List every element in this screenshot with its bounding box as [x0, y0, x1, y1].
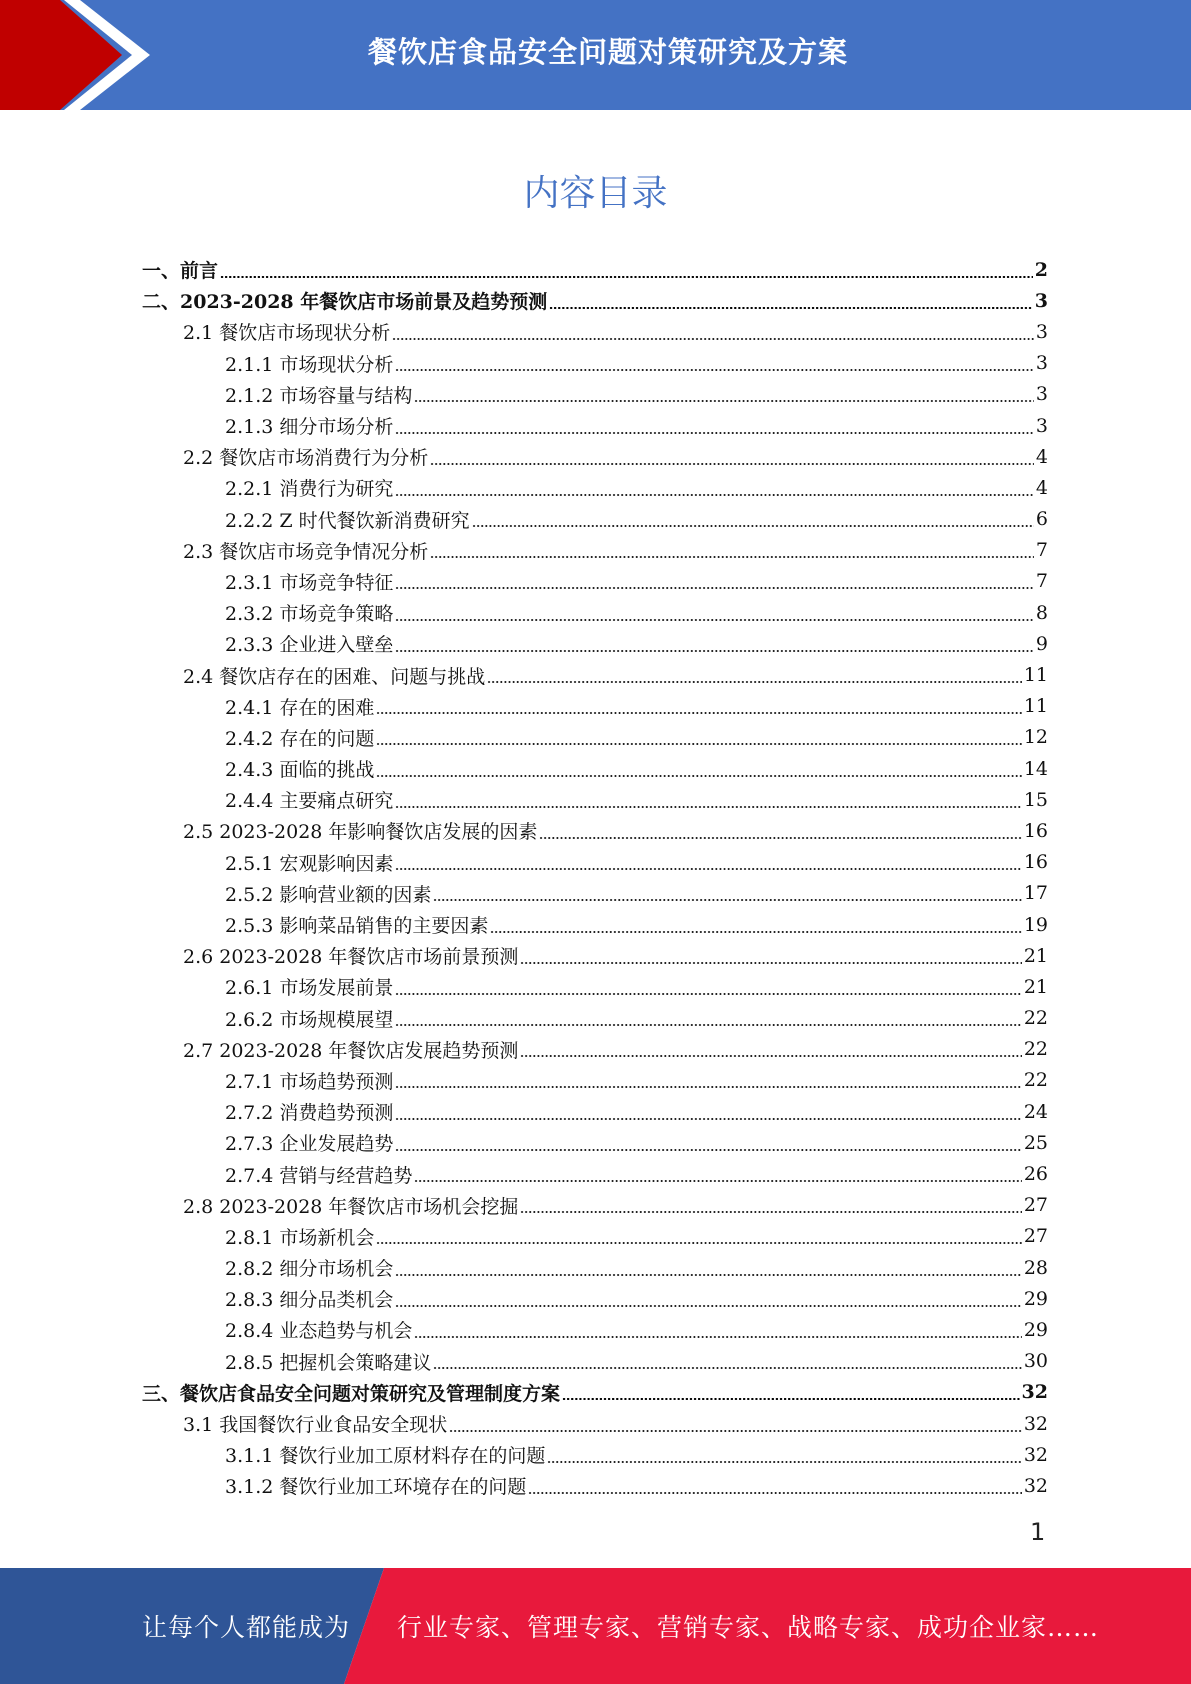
- toc-dot-leader: [539, 837, 1021, 839]
- toc-entry[interactable]: [142, 379, 1048, 410]
- toc-entry-page: 22: [1023, 1038, 1048, 1061]
- toc-entry[interactable]: [142, 1470, 1048, 1501]
- toc-entry-page: 15: [1023, 788, 1048, 811]
- toc-dot-leader: [395, 587, 1034, 589]
- toc-entry-page: 21: [1023, 975, 1048, 998]
- toc-entry-page: 17: [1023, 882, 1048, 905]
- toc-entry[interactable]: [142, 753, 1048, 784]
- toc-entry-page: 26: [1023, 1163, 1048, 1186]
- toc-heading: 内容目录: [523, 173, 668, 214]
- toc-entry-label: 2.7 2023-2028 年餐饮店发展趋势预测: [183, 1039, 519, 1062]
- toc-dot-leader: [395, 1024, 1021, 1026]
- toc-entry-page: 27: [1023, 1225, 1048, 1248]
- toc-dot-leader: [520, 962, 1021, 964]
- toc-entry-page: 22: [1023, 1069, 1048, 1092]
- toc-dot-leader: [376, 775, 1021, 777]
- toc-dot-leader: [220, 276, 1033, 278]
- toc-entry-page: 8: [1035, 601, 1048, 624]
- toc-dot-leader: [472, 525, 1034, 527]
- toc-entry[interactable]: [142, 316, 1048, 347]
- toc-entry-page: 29: [1023, 1318, 1048, 1341]
- toc-dot-leader: [395, 1305, 1021, 1307]
- toc-entry[interactable]: [142, 1221, 1048, 1252]
- toc-dot-leader: [392, 338, 1034, 340]
- toc-entry-label: 2.8.1 市场新机会: [225, 1226, 375, 1249]
- toc-dot-leader: [520, 1211, 1021, 1213]
- toc-dot-leader: [395, 494, 1034, 496]
- toc-entry[interactable]: [142, 1127, 1048, 1158]
- toc-entry-label: 2.3.2 市场竞争策略: [225, 603, 394, 626]
- toc-dot-leader: [562, 1398, 1020, 1400]
- toc-dot-leader: [547, 1461, 1021, 1463]
- toc-entry-page: 7: [1035, 570, 1048, 593]
- toc-entry-label: 2.6.1 市场发展前景: [225, 977, 394, 1000]
- toc-entry[interactable]: [142, 847, 1048, 878]
- toc-dot-leader: [490, 931, 1021, 933]
- toc-entry[interactable]: [142, 597, 1048, 628]
- toc-entry-label: 2.3.3 企业进入壁垒: [225, 634, 394, 657]
- footer-slogan-right: 行业专家、管理专家、营销专家、战略专家、成功企业家……: [397, 1613, 1100, 1642]
- toc-entry-page: 3: [1034, 289, 1048, 312]
- toc-dot-leader: [395, 1086, 1021, 1088]
- toc-dot-leader: [376, 712, 1021, 714]
- toc-entry-page: 28: [1023, 1256, 1048, 1279]
- toc-entry-page: 2: [1034, 258, 1048, 281]
- toc-entry-page: 3: [1035, 352, 1048, 375]
- toc-entry-page: 7: [1035, 539, 1048, 562]
- toc-entry[interactable]: [142, 1346, 1048, 1377]
- toc-dot-leader: [433, 899, 1021, 901]
- toc-entry-label: 2.5.1 宏观影响因素: [225, 852, 394, 875]
- toc-entry-page: 24: [1023, 1100, 1048, 1123]
- toc-entry[interactable]: [142, 1003, 1048, 1034]
- toc-entry-label: 2.5.3 影响菜品销售的主要因素: [225, 915, 489, 938]
- toc-entry-label: 2.5 2023-2028 年影响餐饮店发展的因素: [183, 821, 538, 844]
- toc-entry[interactable]: [142, 410, 1048, 441]
- toc-entry-page: 21: [1023, 944, 1048, 967]
- toc-entry-page: 3: [1035, 414, 1048, 437]
- toc-entry-label: 2.1.1 市场现状分析: [225, 353, 394, 376]
- footer-band: [0, 1568, 1191, 1684]
- toc-entry-page: 25: [1023, 1131, 1048, 1154]
- toc-entry-label: 2.2.2 Z 时代餐饮新消费研究: [225, 509, 470, 532]
- toc-entry[interactable]: [142, 1439, 1048, 1470]
- toc-entry-label: 2.4.1 存在的困难: [225, 696, 375, 719]
- toc-entry-label: 2.2 餐饮店市场消费行为分析: [183, 447, 429, 470]
- toc-entry-label: 2.8.2 细分市场机会: [225, 1258, 394, 1281]
- toc-entry-page: 30: [1023, 1350, 1048, 1373]
- toc-dot-leader: [528, 1492, 1021, 1494]
- toc-dot-leader: [376, 743, 1021, 745]
- toc-entry-label: 2.7.1 市场趋势预测: [225, 1070, 394, 1093]
- toc-entry-label: 2.5.2 影响营业额的因素: [225, 883, 432, 906]
- toc-entry[interactable]: [142, 722, 1048, 753]
- toc-dot-leader: [395, 432, 1034, 434]
- toc-dot-leader: [376, 1242, 1021, 1244]
- toc-entry[interactable]: [142, 784, 1048, 815]
- toc-entry[interactable]: [142, 940, 1048, 971]
- toc-entry-page: 3: [1035, 320, 1048, 343]
- toc-entry[interactable]: [142, 1158, 1048, 1189]
- toc-entry-label: 2.6.2 市场规模展望: [225, 1008, 394, 1031]
- toc-entry-label: 2.3.1 市场竞争特征: [225, 571, 394, 594]
- toc-entry-page: 32: [1023, 1412, 1048, 1435]
- toc-entry-label: 二、2023-2028 年餐饮店市场前景及趋势预测: [142, 291, 548, 314]
- toc-entry-label: 2.3 餐饮店市场竞争情况分析: [183, 540, 429, 563]
- toc-entry[interactable]: [142, 691, 1048, 722]
- toc-entry-page: 32: [1023, 1443, 1048, 1466]
- toc-entry[interactable]: [142, 285, 1048, 316]
- toc-entry-page: 12: [1023, 726, 1048, 749]
- toc-entry[interactable]: [142, 628, 1048, 659]
- toc-entry-page: 29: [1023, 1287, 1048, 1310]
- toc-entry[interactable]: [142, 1283, 1048, 1314]
- toc-entry[interactable]: [142, 909, 1048, 940]
- document-title: 餐饮店食品安全问题对策研究及方案: [367, 35, 848, 69]
- toc-entry-page: 4: [1035, 476, 1048, 499]
- toc-entry[interactable]: [142, 254, 1048, 285]
- toc-entry-label: 三、餐饮店食品安全问题对策研究及管理制度方案: [142, 1382, 561, 1405]
- toc-entry-page: 32: [1023, 1474, 1048, 1497]
- toc-dot-leader: [520, 1055, 1021, 1057]
- toc-dot-leader: [395, 1118, 1021, 1120]
- toc-entry[interactable]: [142, 348, 1048, 379]
- toc-dot-leader: [430, 463, 1034, 465]
- toc-entry[interactable]: [142, 441, 1048, 472]
- toc-entry-label: 一、前言: [142, 260, 219, 283]
- toc-entry-label: 2.7.2 消费趋势预测: [225, 1102, 394, 1125]
- toc-entry[interactable]: [142, 566, 1048, 597]
- toc-entry-page: 14: [1023, 757, 1048, 780]
- toc-entry[interactable]: [142, 971, 1048, 1002]
- toc-entry-page: 27: [1023, 1194, 1048, 1217]
- toc-dot-leader: [487, 681, 1022, 683]
- toc-dot-leader: [414, 400, 1034, 402]
- toc-entry-label: 2.4.2 存在的问题: [225, 727, 375, 750]
- toc-entry-label: 2.1 餐饮店市场现状分析: [183, 322, 391, 345]
- toc-entry-label: 2.4.4 主要痛点研究: [225, 790, 394, 813]
- toc-entry-label: 2.2.1 消费行为研究: [225, 478, 394, 501]
- toc-entry-label: 3.1.2 餐饮行业加工环境存在的问题: [225, 1476, 527, 1499]
- toc-entry[interactable]: [142, 1314, 1048, 1345]
- toc-entry-page: 4: [1035, 445, 1048, 468]
- toc-dot-leader: [395, 1149, 1021, 1151]
- toc-entry-page: 11: [1023, 695, 1048, 718]
- toc-entry-label: 2.8.3 细分品类机会: [225, 1289, 394, 1312]
- table-of-contents: [142, 254, 1048, 1502]
- toc-entry-label: 2.7.3 企业发展趋势: [225, 1133, 394, 1156]
- toc-entry-page: 11: [1023, 664, 1048, 687]
- toc-entry-page: 6: [1035, 508, 1048, 531]
- toc-dot-leader: [395, 619, 1034, 621]
- toc-entry[interactable]: [142, 472, 1048, 503]
- toc-entry[interactable]: [142, 1190, 1048, 1221]
- toc-entry[interactable]: [142, 1065, 1048, 1096]
- header-band: [0, 0, 1191, 110]
- toc-entry[interactable]: [142, 1377, 1048, 1408]
- toc-dot-leader: [395, 1274, 1021, 1276]
- toc-entry-label: 2.8 2023-2028 年餐饮店市场机会挖掘: [183, 1195, 519, 1218]
- toc-entry-page: 9: [1035, 632, 1048, 655]
- toc-dot-leader: [414, 1180, 1021, 1182]
- toc-entry-label: 3.1 我国餐饮行业食品安全现状: [183, 1414, 448, 1437]
- toc-dot-leader: [395, 993, 1021, 995]
- toc-dot-leader: [395, 369, 1034, 371]
- toc-entry-label: 2.8.5 把握机会策略建议: [225, 1351, 432, 1374]
- toc-dot-leader: [395, 650, 1034, 652]
- toc-entry-label: 2.7.4 营销与经营趋势: [225, 1164, 413, 1187]
- toc-dot-leader: [433, 1367, 1021, 1369]
- toc-entry[interactable]: [142, 659, 1048, 690]
- toc-entry-label: 2.1.3 细分市场分析: [225, 416, 394, 439]
- toc-entry[interactable]: [142, 1252, 1048, 1283]
- toc-entry-label: 2.8.4 业态趋势与机会: [225, 1320, 413, 1343]
- toc-entry-label: 2.1.2 市场容量与结构: [225, 384, 413, 407]
- toc-entry[interactable]: [142, 1408, 1048, 1439]
- toc-dot-leader: [395, 806, 1021, 808]
- toc-dot-leader: [414, 1336, 1021, 1338]
- toc-entry-page: 32: [1021, 1381, 1048, 1404]
- toc-entry-label: 2.4 餐饮店存在的困难、问题与挑战: [183, 665, 486, 688]
- toc-entry-page: 16: [1023, 819, 1048, 842]
- toc-entry[interactable]: [142, 815, 1048, 846]
- toc-entry-label: 2.6 2023-2028 年餐饮店市场前景预测: [183, 946, 519, 969]
- footer-slogan-left: 让每个人都能成为: [142, 1613, 351, 1642]
- toc-dot-leader: [449, 1430, 1022, 1432]
- toc-entry[interactable]: [142, 504, 1048, 535]
- toc-entry-page: 22: [1023, 1007, 1048, 1030]
- toc-entry[interactable]: [142, 1034, 1048, 1065]
- toc-entry[interactable]: [142, 878, 1048, 909]
- toc-entry-page: 3: [1035, 383, 1048, 406]
- page-number: 1: [1030, 1518, 1046, 1546]
- toc-dot-leader: [549, 307, 1033, 309]
- toc-entry[interactable]: [142, 535, 1048, 566]
- toc-dot-leader: [395, 868, 1021, 870]
- toc-entry[interactable]: [142, 1096, 1048, 1127]
- toc-entry-page: 16: [1023, 851, 1048, 874]
- toc-dot-leader: [430, 556, 1034, 558]
- toc-entry-label: 2.4.3 面临的挑战: [225, 759, 375, 782]
- toc-entry-label: 3.1.1 餐饮行业加工原材料存在的问题: [225, 1445, 546, 1468]
- toc-entry-page: 19: [1023, 913, 1048, 936]
